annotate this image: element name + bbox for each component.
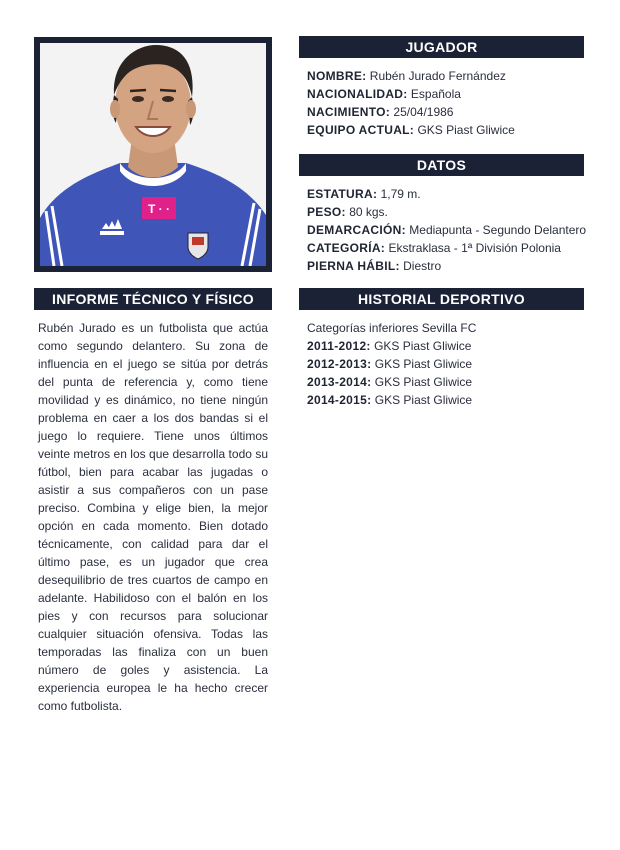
- historial-club: GKS Piast Gliwice: [374, 339, 472, 353]
- info-key: PIERNA HÁBIL:: [307, 259, 400, 273]
- player-photo-image: [40, 43, 266, 266]
- historial-season: 2014-2015:: [307, 393, 372, 407]
- info-value: 80 kgs.: [349, 205, 388, 219]
- info-value: GKS Piast Gliwice: [417, 123, 515, 137]
- historial-row: [307, 355, 472, 373]
- historial-club: GKS Piast Gliwice: [374, 393, 473, 407]
- historial-club: GKS Piast Gliwice: [374, 375, 473, 389]
- informe-text: Rubén Jurado es un futbolista que actúa como segundo delantero. Su zona de influencia en el juego se sitúa por detrás del punta de referencia y, como tiene movilidad y es dinámico, no tiene ningún problema en caer a los dos bandas si el juego lo requiere. Tiene unos últimos veinte metros en los que desarrolla todo su fútbol, bien para acabar las jugadas o asistir a sus compañeros con un pase preciso. Combina y elige bien, la mejor opción en cada momento. Bien dotado técnicamente, con calidad para dar el último pase, es un jugador que crea desequilibrio de tres cuartos de campo en adelante. Habilidoso con el balón en los pies y con recursos para solucionar cualquier situación ofensiva. Todas las temporadas las finaliza con un buen número de goles y asistencia. La experiencia europea le ha hecho crecer como futbolista.: [38, 321, 268, 713]
- historial-row: [307, 391, 472, 409]
- informe-heading: INFORME TÉCNICO Y FÍSICO: [34, 288, 272, 310]
- info-key: DEMARCACIÓN:: [307, 223, 406, 237]
- info-value: 25/04/1986: [393, 105, 454, 119]
- historial-season: 2011-2012:: [307, 339, 371, 353]
- info-row-peso: [307, 203, 586, 221]
- info-key: CATEGORÍA:: [307, 241, 386, 255]
- info-row-nacionalidad: [307, 85, 515, 103]
- info-key: EQUIPO ACTUAL:: [307, 123, 415, 137]
- historial-season: 2012-2013:: [307, 357, 372, 371]
- historial-intro: Categorías inferiores Sevilla FC: [307, 321, 477, 335]
- historial-row: [307, 337, 472, 355]
- jugador-info-list: [307, 67, 515, 139]
- historial-row: [307, 373, 472, 391]
- info-value: Diestro: [403, 259, 442, 273]
- historial-list: [307, 337, 472, 409]
- info-key: NACIMIENTO:: [307, 105, 391, 119]
- info-key: NOMBRE:: [307, 69, 367, 83]
- info-value: Mediapunta - Segundo Delantero: [409, 223, 587, 237]
- info-row-categoria: [307, 239, 586, 257]
- info-row-demarcacion: [307, 221, 586, 239]
- historial-club: GKS Piast Gliwice: [374, 357, 473, 371]
- info-key: NACIONALIDAD:: [307, 87, 408, 101]
- historial-heading: HISTORIAL DEPORTIVO: [299, 288, 584, 310]
- datos-heading: DATOS: [299, 154, 584, 176]
- info-key: ESTATURA:: [307, 187, 378, 201]
- info-row-estatura: [307, 185, 586, 203]
- info-value: Española: [410, 87, 461, 101]
- historial-season: 2013-2014:: [307, 375, 372, 389]
- info-value: Rubén Jurado Fernández: [369, 69, 506, 83]
- info-row-pierna-habil: [307, 257, 586, 275]
- player-photo: [40, 43, 266, 266]
- info-value: Ekstraklasa - 1ª División Polonia: [388, 241, 561, 255]
- info-row-nombre: [307, 67, 515, 85]
- info-row-nacimiento: [307, 103, 515, 121]
- info-key: PESO:: [307, 205, 346, 219]
- datos-info-list: [307, 185, 586, 275]
- player-photo-frame: [34, 37, 272, 272]
- jugador-heading: JUGADOR: [299, 36, 584, 58]
- jersey-sponsor-text: T · ·: [148, 202, 170, 216]
- info-value: 1,79 m.: [380, 187, 421, 201]
- info-row-equipo-actual: [307, 121, 515, 139]
